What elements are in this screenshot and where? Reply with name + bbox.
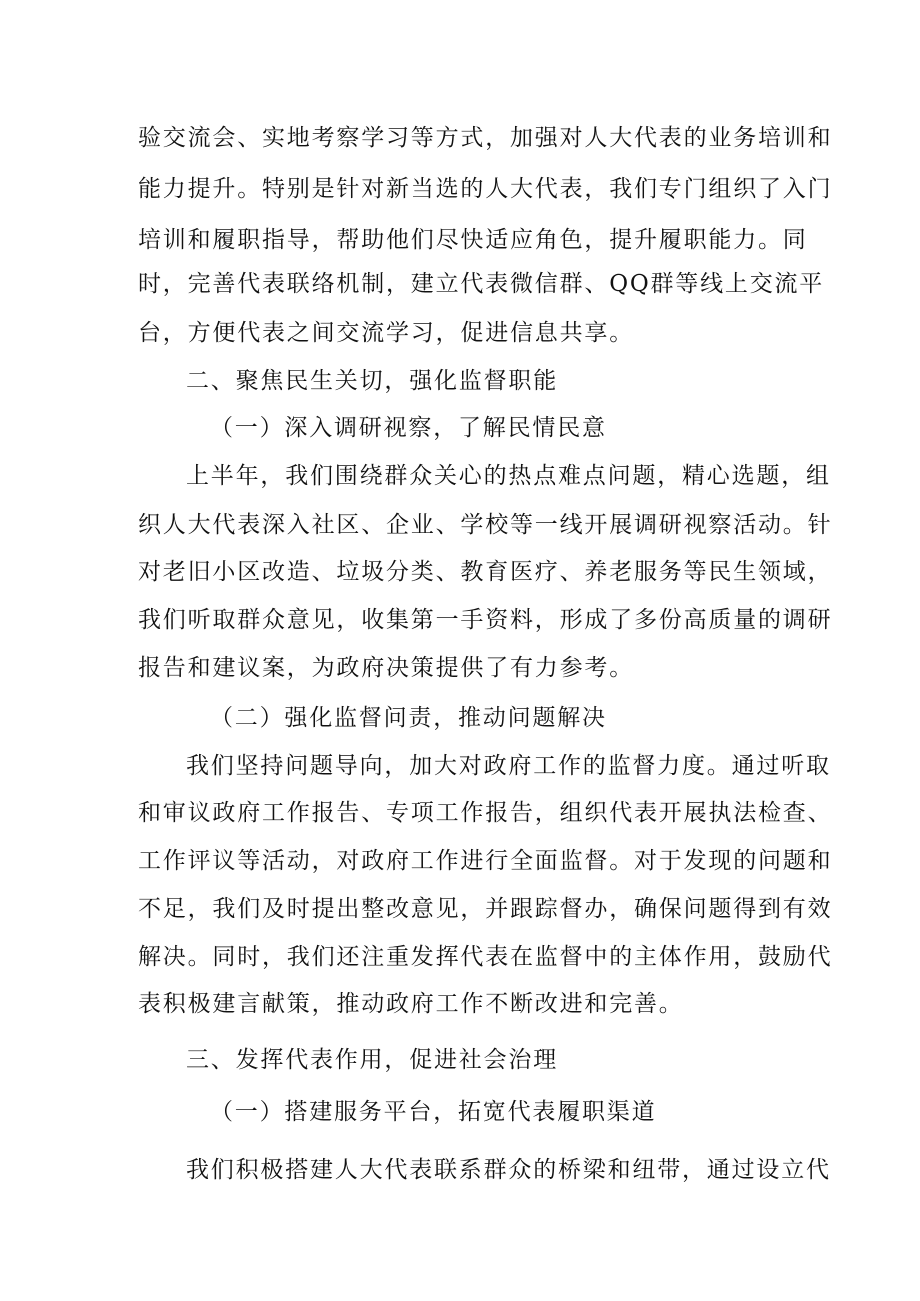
subsection-heading: （一）深入调研视察，了解民情民意 (210, 415, 607, 441)
paragraph-line: 我们积极搭建人大代表联系群众的桥梁和纽带，通过设立代 (186, 1157, 831, 1183)
paragraph-line: 台，方便代表之间交流学习，促进信息共享。 (138, 320, 634, 346)
paragraph-line: 工作评议等活动，对政府工作进行全面监督。对于发现的问题和 (138, 848, 833, 874)
paragraph-line: 对老旧小区改造、垃圾分类、教育医疗、养老服务等民生领域， (138, 559, 833, 585)
paragraph-line: 能力提升。特别是针对新当选的人大代表，我们专门组织了入门 (138, 176, 833, 202)
paragraph-line: 我们坚持问题导向，加大对政府工作的监督力度。通过听取 (186, 753, 831, 779)
paragraph-line: 上半年，我们围绕群众关心的热点难点问题，精心选题，组 (186, 463, 831, 489)
paragraph-line: 时，完善代表联络机制，建立代表微信群、QQ群等线上交流平 (138, 271, 825, 297)
paragraph-line: 表积极建言献策，推动政府工作不断改进和完善。 (138, 991, 684, 1017)
paragraph-line: 织人大代表深入社区、企业、学校等一线开展调研视察活动。针 (138, 512, 833, 538)
paragraph-line: 和审议政府工作报告、专项工作报告，组织代表开展执法检查、 (138, 800, 833, 826)
paragraph-line: 解决。同时，我们还注重发挥代表在监督中的主体作用，鼓励代 (138, 944, 833, 970)
paragraph-line: 培训和履职指导，帮助他们尽快适应角色，提升履职能力。同 (138, 227, 808, 253)
section-heading: 三、发挥代表作用，促进社会治理 (186, 1047, 558, 1073)
subsection-heading: （一）搭建服务平台，拓宽代表履职渠道 (210, 1099, 657, 1125)
subsection-heading: （二）强化监督问责，推动问题解决 (210, 705, 607, 731)
paragraph-line: 验交流会、实地考察学习等方式，加强对人大代表的业务培训和 (138, 125, 833, 151)
section-heading: 二、聚焦民生关切，强化监督职能 (186, 368, 558, 394)
paragraph-line: 不足，我们及时提出整改意见，并跟踪督办，确保问题得到有效 (138, 896, 833, 922)
paragraph-line: 我们听取群众意见，收集第一手资料，形成了多份高质量的调研 (138, 607, 833, 633)
paragraph-line: 报告和建议案，为政府决策提供了有力参考。 (138, 655, 634, 681)
